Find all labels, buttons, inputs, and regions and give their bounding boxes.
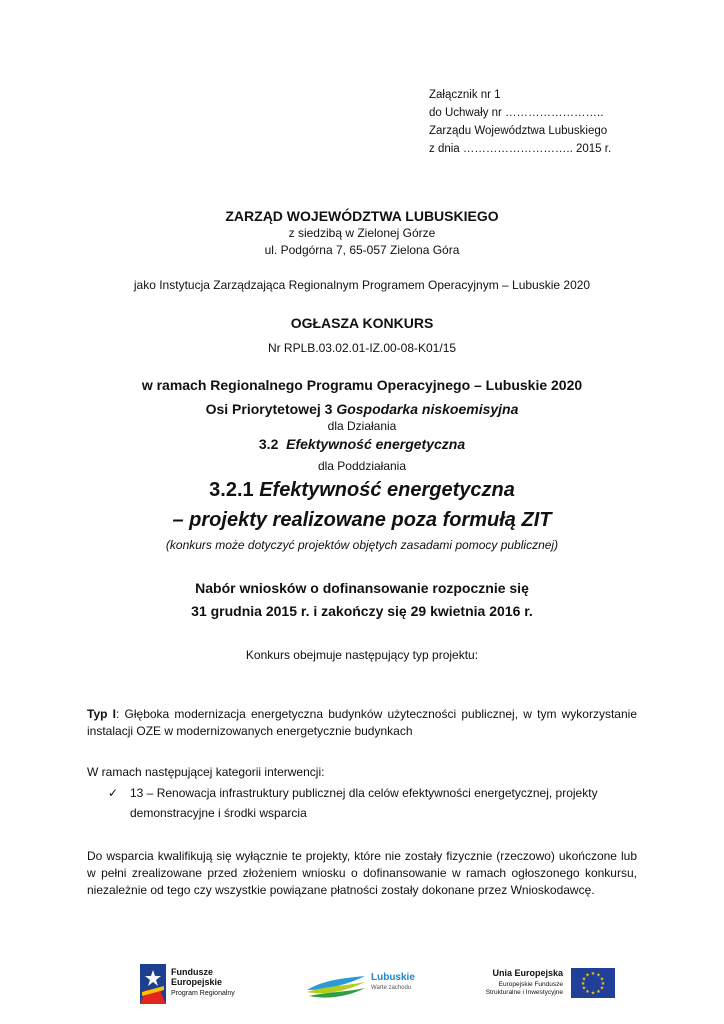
axis-name: Gospodarka niskoemisyjna (336, 401, 519, 417)
svg-text:★: ★ (596, 972, 601, 979)
svg-text:★: ★ (581, 976, 587, 983)
category-item-line1: 13 – Renowacja infrastruktury publicznej dla celów efektywności energetycznej, projekty (130, 786, 598, 800)
board-role: jako Instytucja Zarządzająca Regionalnym Programem Operacyjnym – Lubuskie 2020 (133, 278, 591, 292)
svg-text:★: ★ (600, 981, 606, 987)
board-title: ZARZĄD WOJEWÓDZTWA LUBUSKIEGO (225, 208, 499, 224)
competition-number: Nr RPLB.03.02.01-IZ.00-08-K01/15 (267, 341, 457, 355)
state-aid-note: (konkurs może dotyczyć projektów objętych zasadami pomocy publicznej) (165, 538, 559, 552)
category-item (108, 783, 598, 823)
dla-dzialania: dla Działania (327, 419, 397, 433)
subaction (0, 479, 724, 502)
svg-text:★: ★ (590, 971, 596, 977)
fe-line3: Program Regionalny (171, 990, 235, 997)
svg-text:★: ★ (599, 976, 605, 983)
lubuskie-wave-icon (305, 970, 367, 1000)
call-line1: Nabór wniosków o dofinansowanie rozpocznie się (195, 580, 529, 596)
checkmark-icon: ✓ (108, 786, 119, 800)
eligibility-paragraph: Do wsparcia kwalifikują się wyłącznie te projekty, które nie zostały fizycznie (rzeczowo) ukończone lub w pełni zrealizowane przed złożeniem wniosku o dofinansowanie w ramach ogłoszonego konkursu, niezależnie od tego czy wszystkie powiązane płatności zostały dokonane przez Wnioskodawcę. (87, 849, 637, 897)
eu-line2: Strukturalne i Inwestycyjne (485, 989, 563, 996)
category-item-line2: demonstracyjne i środki wsparcia (130, 806, 307, 820)
project-type-text: : Głęboka modernizacja energetyczna budynków użyteczności publicznej, w tym wykorzystanie instalacji OZE w modernizowanych energetycznie budynkach (87, 707, 637, 738)
eu-line1: Europejskie Fundusze (498, 981, 563, 988)
fe-logo (140, 964, 260, 1006)
category-intro: W ramach następującej kategorii interwencji: (87, 765, 325, 779)
board-seat: z siedzibą w Zielonej Górze (288, 226, 436, 240)
board-address: ul. Podgórna 7, 65-057 Zielona Góra (264, 243, 460, 257)
annex-line: Zarządu Województwa Lubuskiego (429, 125, 608, 137)
lubuskie-logo (305, 968, 425, 1002)
fe-line1: Fundusze (171, 967, 213, 977)
svg-text:★: ★ (599, 985, 605, 992)
priority-axis (0, 401, 724, 417)
svg-text:★: ★ (580, 981, 586, 987)
annex-line: Załącznik nr 1 (429, 89, 501, 101)
project-type-label: Typ I (87, 707, 116, 721)
announce-title: OGŁASZA KONKURS (290, 315, 434, 331)
annex-block (429, 86, 611, 158)
lubuskie-name: Lubuskie (371, 972, 415, 983)
annex-line: do Uchwały nr …………………….. (429, 107, 604, 119)
subaction-name: Efektywność energetyczna (259, 479, 515, 501)
eu-flag-icon (571, 968, 615, 998)
action-number: 3.2 (258, 436, 287, 452)
svg-text:★: ★ (590, 990, 596, 997)
program-line: w ramach Regionalnego Programu Operacyjnego – Lubuskie 2020 (141, 377, 583, 393)
dla-poddzialania: dla Poddziałania (317, 459, 407, 473)
subaction-line2: – projekty realizowane poza formułą ZIT (172, 509, 552, 531)
action-name: Efektywność energetyczna (286, 436, 466, 452)
svg-text:★: ★ (596, 989, 601, 995)
annex-line: z dnia ……………………….. 2015 r. (429, 143, 612, 155)
action (0, 436, 724, 452)
svg-text:★: ★ (585, 972, 590, 979)
axis-prefix: Osi Priorytetowej 3 (205, 401, 337, 417)
lubuskie-slogan: Warte zachodu (371, 985, 412, 991)
eu-title: Unia Europejska (492, 968, 563, 978)
eu-logo (475, 966, 625, 1008)
svg-text:★: ★ (585, 989, 590, 995)
call-dates: 31 grudnia 2015 r. i zakończy się 29 kwietnia 2016 r. (191, 603, 533, 619)
svg-text:★: ★ (581, 985, 587, 992)
fe-star-icon (140, 964, 166, 1004)
footer-logos (0, 960, 724, 1010)
fe-line2: Europejskie (171, 977, 223, 987)
subaction-number: 3.2.1 (209, 479, 260, 501)
project-type (87, 706, 637, 740)
scope-intro: Konkurs obejmuje następujący typ projektu: (245, 648, 479, 662)
